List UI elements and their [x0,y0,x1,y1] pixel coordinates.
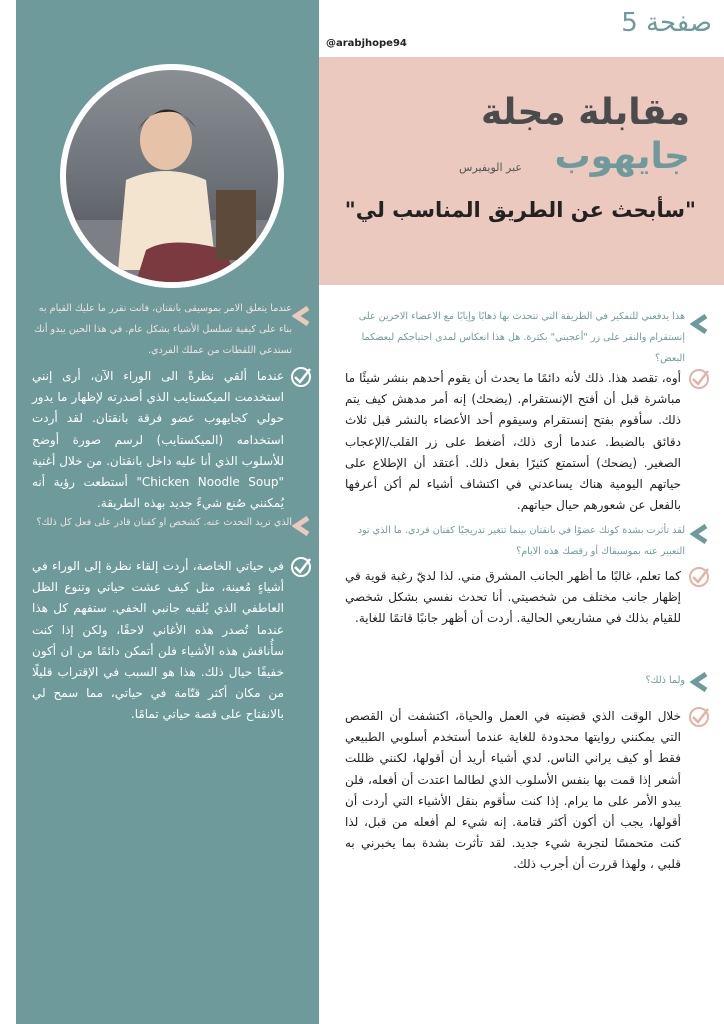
chevron-left-icon [292,306,310,326]
question-3: ولما ذلك؟ [645,675,685,686]
check-icon [688,706,710,728]
author-handle: @arabjhope94 [326,38,407,49]
check-icon [688,368,710,390]
headline-quote: "سأبحث عن الطريق المناسب لي" [344,198,696,222]
photo-frame [60,64,284,288]
chevron-left-icon [690,314,708,334]
portrait-illustration [66,70,278,282]
chevron-left-icon [292,516,310,536]
check-icon [290,556,312,578]
check-icon [290,366,312,388]
page-number: صفحة 5 [621,8,712,38]
question-1: هذا يدفعني للتفكير في الطريقة التي تتحدث بها ذهابًا وإيابًا مع الاعضاء الاخرين على إنستقرام والنقر على زر "أعجبني" بكثرة. هل هذا انعكاس لمدى احتياجكم لبعضكما البعض؟ [358,311,685,364]
artist-title: جايهوب [554,136,690,177]
question-2: لقد تأثرت بشدة كونك عضوًا في بانقتان بينما تتغير تدريجيًا كفنان فردي. ما الذي تود التعبير عنه بموسيقاك أو رقصك هذه الايام؟ [357,525,685,557]
answer-5: في حياتي الخاصة، أردت إلقاء نظرة إلى الوراء في أشياءٍ مُعينة، مثل كيف عشت حياتي وتنوع الظل العاطفي الذي يُلقيه جانبي الخفي. ستفهم كل هذا عندما تُصدر هذه الأغاني لاحقًا، ولكن إذا كنت سأُناقش هذه الأشياء فلن أتمكن دائمًا من ان أكون خفيفًا حيال ذلك. هذا هو السبب في الإقتراب قليلًا من مكان أكثر قتّامة في حياتي، مما سمح لي بالانفتاح على قصة حياتي تمامًا. [32,559,284,722]
answer-1: أوه، تقصد هذا. ذلك لأنه دائمًا ما يحدث أن يقوم أحدهم بنشر شيئًا ما مباشرة قبل أن أفتح الإنستقرام. (يضحك) إنه أمر مدهش كيف يتم ذلك. سأقوم بفتح إنستقرام وسيقوم أحد الأعضاء بالنشر قبل ثلاث دقائق بالضبط. عندما أرى ذلك، أضغط على زر القلب/الإعجاب الصغير. (يضحك) أستمتع كثيرًا بفعل ذلك. أعتقد أن الإطلاع على حياتهم اليومية هناك يساعدني في اكتشاف أشياء لم أكن أعرفها بالفعل عن شعورهم حيال حياتهم. [345,371,681,513]
magazine-title: مقابلة مجلة [480,92,690,133]
portrait-photo [66,70,278,282]
chevron-left-icon [690,672,708,692]
question-4: عندما يتعلق الامر بموسيقى بانقتان، فانت تقرر ما عليك القيام به بناء على كيفية تسلسل الأشياء بشكل عام. في هذا الحين يبدو أنك تستدعي اللقطات من عملك الفردي. [34,303,292,356]
check-icon [688,566,710,588]
answer-2: كما تعلم، غالبًا ما أظهر الجانب المشرق مني. لذا لديّ رغبة قوية في إظهار جانب مختلف من شخصيتي. أنا تحدث نفسي بشكل شخصي للقيام بذلك في مشاريعي الحالية. أردت أن أظهر جانبًا قاتمًا للغاية. [345,569,681,626]
byline: عبر الويفيرس [459,161,522,174]
question-5: الذي تريد التحدث عنه. كشخص او كفنان قادر على فعل كل ذلك؟ [36,517,292,528]
answer-4: عندما ألقي نظرةً الى الوراء الآن، أرى إنني استخدمت الميكستايب الذي أصدرته لإظهار ما يدور حولي كجايهوب عضو فرقة بانقتان. لقد أردت استخدامه (الميكستايب) لرسم صورة أوضح للأسلوب الذي أنا عليه داخل بانقتان. من خلال أغنية "Chicken Noodle Soup" أستطعت رؤية أنه يُمكنني صُنع شيءً جديد بهذه الطريقة. [32,369,285,511]
answer-3: خلال الوقت الذي قضيته في العمل والحياة، اكتشفت أن القصص التي يمكنني روايتها محدودة للغاية عندما أستخدم أسلوبي الطبيعي فقط أو كيف يراني الناس. لدي أشياء أريد أن أقولها، لكنني ظللت أشعر إذا قمت بها بنفس الأسلوب الذي لطالما اعتدت أن أفعله، فلن يبدو الأمر على ما يرام. إذا كنت سأقوم بنقل الأشياء التي أردت أن أقولها، يجب أن أكون أكثر قتامة. إنه شيء لم أفعله من قبل، لذا كنت متحمسًا لتجربة شيء جديد. لقد تأثرت بشدة بما يخبرني به قلبي ، ولهذا قررت أن أجرب ذلك. [345,709,681,872]
chevron-left-icon [690,524,708,544]
